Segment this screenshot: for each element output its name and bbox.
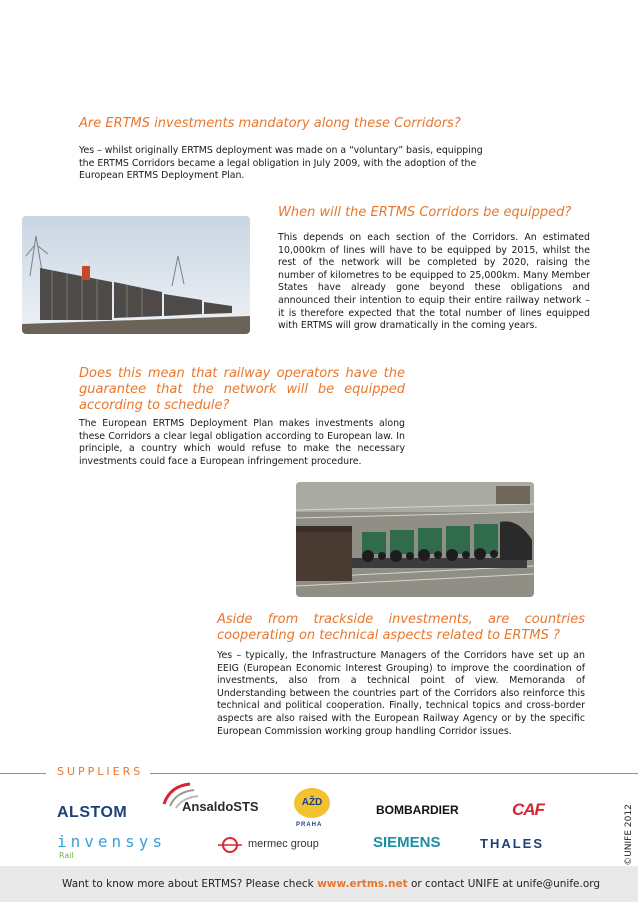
tractor-train-photo <box>296 482 534 597</box>
suppliers-label: SUPPLIERS <box>57 765 144 778</box>
suppliers-rule-left <box>0 773 46 774</box>
q1-heading: Are ERTMS investments mandatory along these Corridors? <box>79 116 461 131</box>
q2-body: This depends on each section of the Corridors. An estimated 10,000km of lines will have to be equipped by 2015, whilst the rest of the network will be completed by 2020, raising the number of kilometres to be equipped to 25,000km. Many Member States have already gone beyond these obligations and announced their intention to equip their entire railway network – it is therefore expected that the total number of lines equipped with ERTMS will grow dramatically in the coming years. <box>278 232 590 332</box>
bombardier-logo: BOMBARDIER <box>376 803 459 817</box>
footer-suffix: or contact UNIFE at unife@unife.org <box>407 878 601 890</box>
copyright-notice: ©UNIFE 2012 <box>623 804 634 866</box>
q1-body: Yes – whilst originally ERTMS deployment was made on a “voluntary” basis, equipping the ERTMS Corridors became a legal obligation in July 2009, with the adoption of the European ERTMS Deployment Plan. <box>79 145 483 182</box>
mermec-logo <box>216 836 346 856</box>
caf-logo: CAF <box>512 800 544 819</box>
q2-heading: When will the ERTMS Corridors be equipped? <box>278 205 572 220</box>
azd-subtitle: PRAHA <box>296 822 323 828</box>
suppliers-rule-right <box>150 773 638 774</box>
q4-heading: Aside from trackside investments, are countries cooperating on technical aspects related to ERTMS ? <box>217 612 585 643</box>
invensys-wordmark: invensys <box>57 832 167 851</box>
q4-body: Yes – typically, the Infrastructure Managers of the Corridors have set up an EEIG (European Economic Interest Grouping) to improve the coordination of investments, also from a technical point of view. Memoranda of Understanding between the countries part of the Corridors also reinforce this technical and political cooperation. Finally, technical topics and cross-border aspects are also raised with the European Railway Agency or by the specific European Commission working group handling Corridor issues. <box>217 650 585 737</box>
ansaldo-logo <box>160 780 270 820</box>
thales-logo: THALES <box>480 836 544 851</box>
ansaldo-wordmark: AnsaldoSTS <box>182 799 259 814</box>
alstom-logo: ALSTOM <box>57 804 128 821</box>
mermec-swirl-icon <box>216 836 244 854</box>
siemens-logo: SIEMENS <box>373 834 441 851</box>
mermec-wordmark: mermec group <box>248 838 319 850</box>
coal-train-photo <box>22 216 250 334</box>
footer-text <box>62 878 600 890</box>
invensys-subtitle: Rail <box>59 851 74 860</box>
invensys-logo <box>57 832 197 862</box>
azd-logo <box>292 788 340 834</box>
q3-body: The European ERTMS Deployment Plan makes investments along these Corridors a clear legal obligation according to European law. In principle, a country which would refuse to make the necessary investments could face a European infringement procedure. <box>79 418 405 467</box>
footer-bar <box>0 866 638 902</box>
copyright-container <box>612 804 634 866</box>
footer-prefix: Want to know more about ERTMS? Please check <box>62 878 318 890</box>
azd-emblem: AŽD <box>294 788 330 818</box>
q3-heading: Does this mean that railway operators have the guarantee that the network will be equipped according to schedule? <box>79 366 405 413</box>
ertms-link[interactable]: www.ertms.net <box>317 878 408 890</box>
